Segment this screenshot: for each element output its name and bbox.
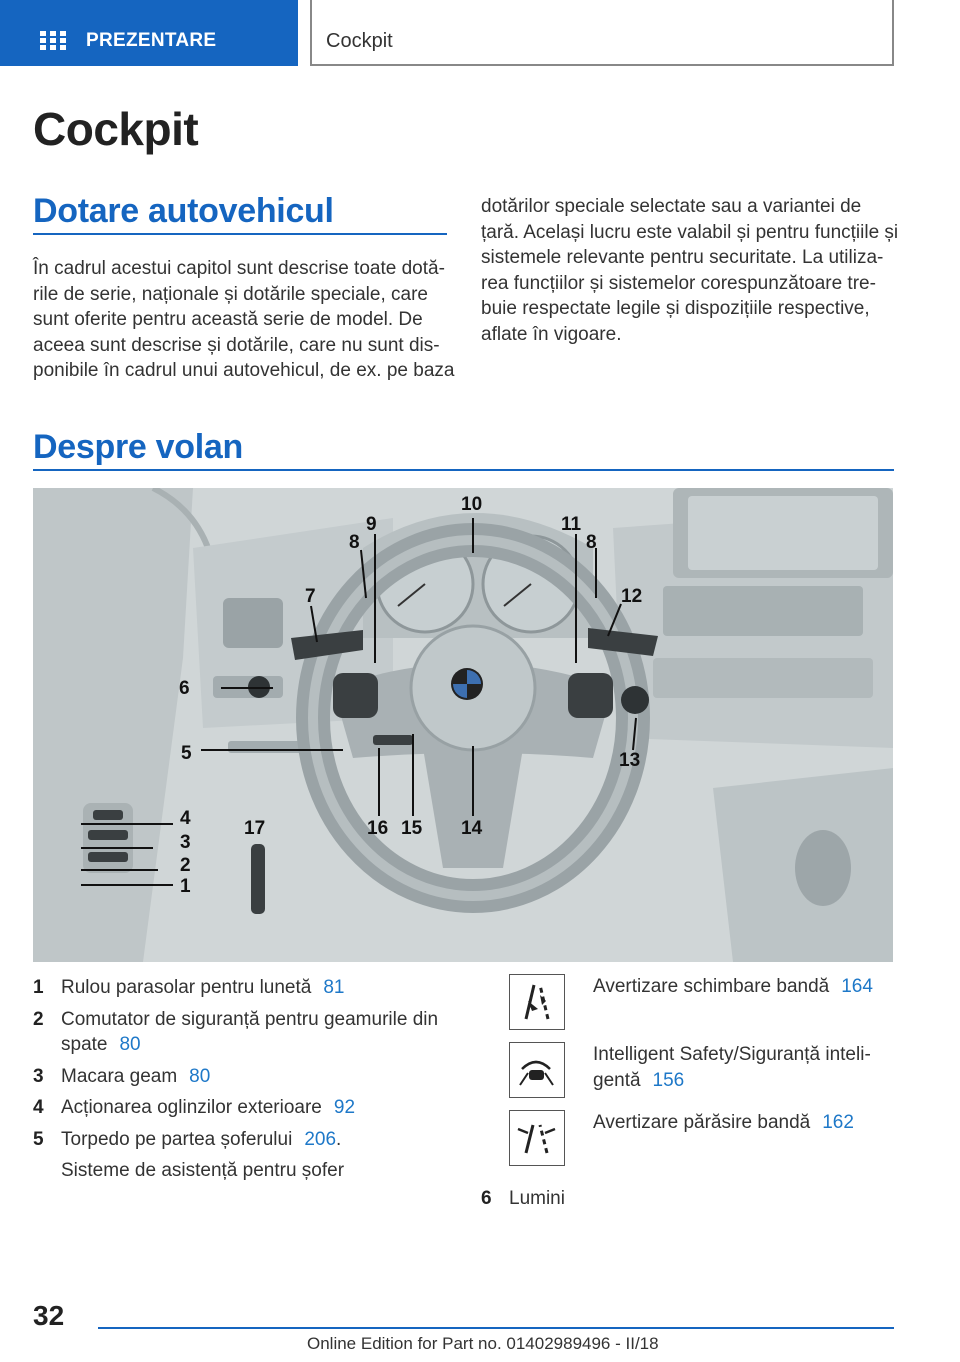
callout-17: 17 xyxy=(244,818,266,839)
callout-15: 15 xyxy=(401,818,423,839)
item-text: Macara geam xyxy=(61,1065,178,1087)
callout-11: 11 xyxy=(561,514,582,535)
text-line: sunt oferite pentru această serie de model. De xyxy=(33,309,423,330)
footer-rule xyxy=(98,1327,894,1329)
assist-label: Avertizare schimbare bandă xyxy=(593,976,830,997)
item-number: 5 xyxy=(33,1128,44,1150)
item-number: 1 xyxy=(33,977,44,998)
list-item xyxy=(33,1007,453,1058)
item-text: Lumini xyxy=(509,1188,565,1209)
text-line: aceea sunt descrise și dotările, care nu sunt dis‐ xyxy=(33,334,440,356)
page-reference-link[interactable]: 80 xyxy=(119,1034,141,1055)
callout-2: 2 xyxy=(180,855,191,876)
item-text: Torpedo pe partea șoferului xyxy=(61,1128,293,1150)
list-item xyxy=(33,1064,453,1090)
text-line: aflate în vigoare. xyxy=(481,323,622,345)
callout-16: 16 xyxy=(367,818,389,839)
paragraph-col1 xyxy=(33,256,463,384)
callout-7: 7 xyxy=(305,586,316,607)
callout-9: 9 xyxy=(366,514,377,535)
callout-8-right: 8 xyxy=(586,532,597,553)
text-line: rea funcțiilor și sistemelor corespunzătoare tre‐ xyxy=(481,272,876,294)
section-rule xyxy=(33,233,447,235)
list-item xyxy=(33,975,453,1001)
callout-13: 13 xyxy=(619,750,641,771)
list-item xyxy=(33,1095,453,1121)
page-title: Cockpit xyxy=(33,103,199,155)
page-reference-link[interactable]: 162 xyxy=(822,1112,854,1133)
breadcrumb-label: Cockpit xyxy=(326,30,393,52)
cockpit-figure xyxy=(33,488,893,962)
section-heading-dotare: Dotare autovehicul xyxy=(33,192,334,230)
text-line: sistemele relevante pentru securitate. La utiliza‐ xyxy=(481,247,884,268)
section-heading-volan: Despre volan xyxy=(33,428,243,466)
item-number: 4 xyxy=(33,1097,44,1118)
text-line: țară. Același lucru este valabil și pentru funcțiile și xyxy=(481,221,899,243)
intelligent-safety-icon xyxy=(509,1042,565,1098)
footer-text: Online Edition for Part no. 01402989496 - II/18 xyxy=(307,1334,659,1353)
page-header xyxy=(0,0,960,66)
section-tab[interactable] xyxy=(0,0,298,66)
callout-4: 4 xyxy=(180,808,191,829)
item-text: Acționarea oglinzilor exterioare xyxy=(61,1097,322,1118)
legend-list xyxy=(33,975,453,1184)
list-item xyxy=(33,1127,453,1153)
callout-3: 3 xyxy=(180,832,191,853)
breadcrumb-tab[interactable] xyxy=(310,0,894,66)
callout-14: 14 xyxy=(461,818,483,839)
section-label: PREZENTARE xyxy=(86,30,217,51)
legend-subtext: Sisteme de asistență pentru șofer xyxy=(61,1160,345,1181)
cockpit-illustration xyxy=(33,488,893,962)
assist-label: Avertizare părăsire bandă xyxy=(593,1112,811,1133)
text-line: rile de serie, naționale și dotările speciale, care xyxy=(33,283,428,305)
text-line: buie respectate legile și dispozițiile respective, xyxy=(481,298,870,319)
page-reference-link[interactable]: 156 xyxy=(652,1069,685,1091)
section-rule xyxy=(33,469,894,471)
callout-1: 1 xyxy=(180,876,191,897)
assist-text xyxy=(593,974,893,1000)
callout-5: 5 xyxy=(181,743,192,764)
assist-label: Intelligent Safety/Siguranță inteli‐gentă xyxy=(593,1044,871,1091)
item-number: 3 xyxy=(33,1065,44,1087)
lane-departure-warning-icon xyxy=(509,1110,565,1166)
assist-text xyxy=(593,1110,893,1136)
callout-12: 12 xyxy=(621,586,643,607)
lane-change-warning-icon xyxy=(509,974,565,1030)
paragraph-col2 xyxy=(481,194,901,347)
page-reference-link[interactable]: 164 xyxy=(841,976,873,997)
text-line: dotărilor speciale selectate sau a variantei de xyxy=(481,196,862,217)
page-reference-link[interactable]: 92 xyxy=(333,1097,356,1118)
text-line: În cadrul acestui capitol sunt descrise toate dotă‐ xyxy=(33,258,445,279)
page-number: 32 xyxy=(33,1300,65,1331)
callout-8-left: 8 xyxy=(349,532,360,553)
list-item xyxy=(481,1186,901,1212)
page-reference-link[interactable]: 80 xyxy=(189,1065,211,1087)
item-text: Rulou parasolar pentru lunetă xyxy=(61,977,312,998)
page-reference-link[interactable]: 206 xyxy=(304,1128,337,1150)
item-number: 6 xyxy=(481,1188,492,1209)
callout-6: 6 xyxy=(179,678,190,699)
text-line: ponibile în cadrul unui autovehicul, de ex. pe baza xyxy=(33,360,455,381)
callout-10: 10 xyxy=(461,494,483,515)
grid-menu-icon[interactable] xyxy=(40,31,66,51)
item-number: 2 xyxy=(33,1008,44,1030)
page-reference-link[interactable]: 81 xyxy=(323,977,345,998)
item-suffix: . xyxy=(336,1128,342,1150)
assist-text xyxy=(593,1042,893,1093)
item-text: Comutator de siguranță pentru geamurile din spate xyxy=(61,1008,439,1055)
